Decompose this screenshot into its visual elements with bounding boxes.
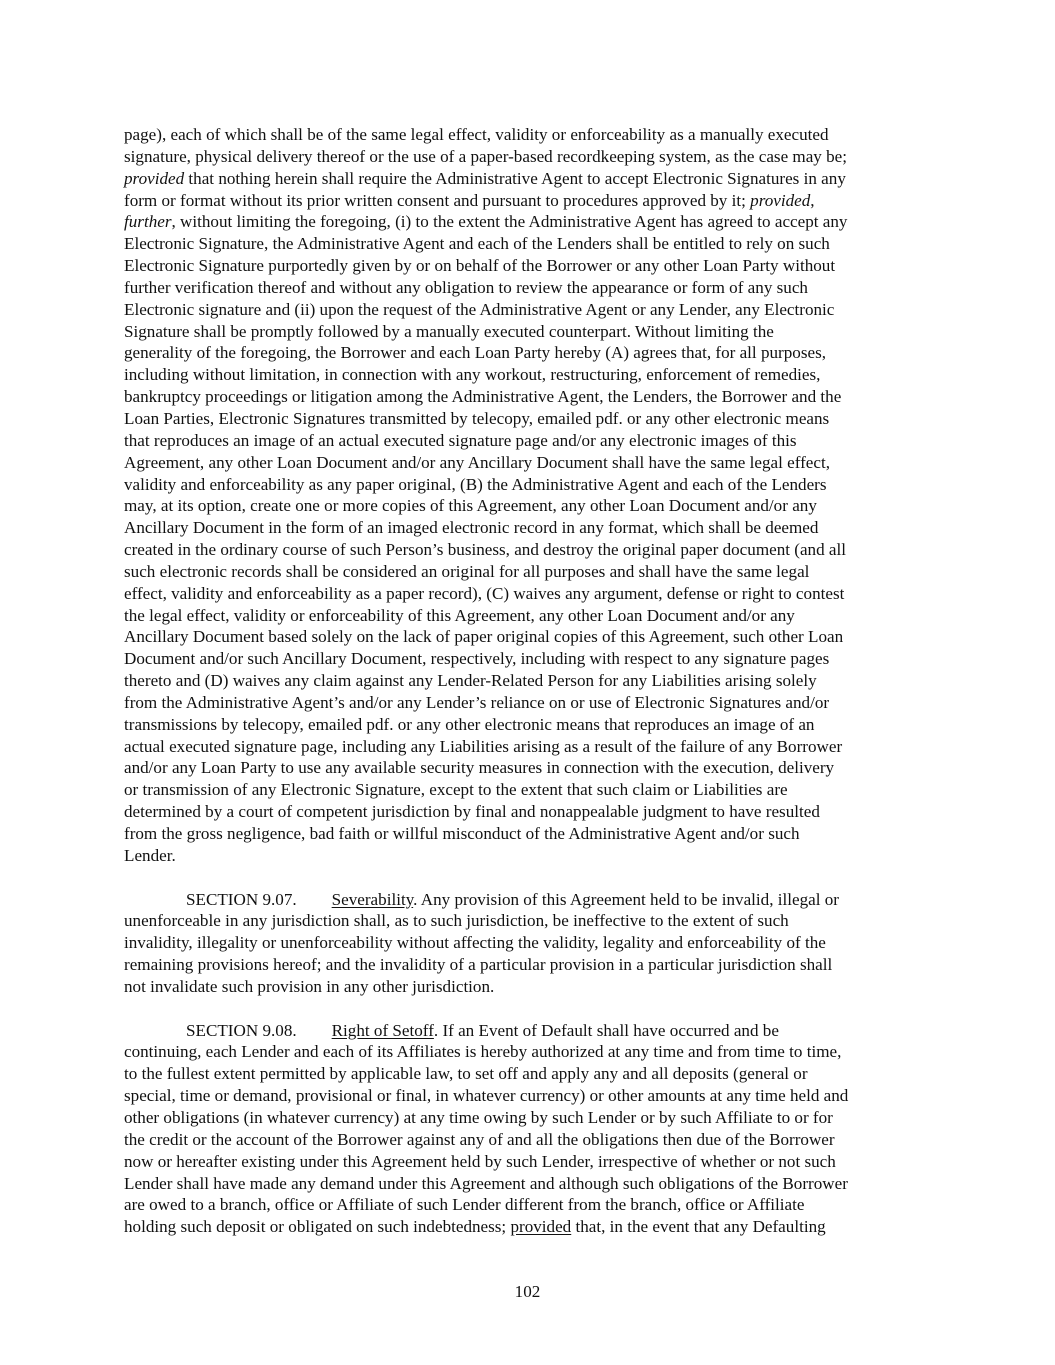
text-line: Electronic Signature purportedly given by or on behalf of the Borrower or any other Loan Party without	[124, 256, 836, 276]
text-line: further, without limiting the foregoing, (i) to the extent the Administrative Agent has agreed to accept any	[124, 212, 848, 232]
text-line: Lender shall have made any demand under this Agreement and although such obligations of the Borrower	[124, 1173, 848, 1193]
text-line: to the fullest extent permitted by applicable law, to set off and apply any and all deposits (general or	[124, 1064, 808, 1084]
text-line: Agreement, any other Loan Document and/or any Ancillary Document shall have the same legal effect,	[124, 452, 830, 472]
text-line: Lender.	[124, 845, 176, 865]
text-line: thereto and (D) waives any claim against any Lender-Related Person for any Liabilities arising solely	[124, 671, 817, 691]
text-line: holding such deposit or obligated on such indebtedness;	[124, 1217, 511, 1237]
text-line: not invalidate such provision in any other jurisdiction.	[124, 976, 495, 996]
paragraph-electronic-signatures	[124, 124, 934, 867]
italic-term: further	[124, 212, 172, 232]
text-line: remaining provisions hereof; and the invalidity of a particular provision in a particular jurisdiction shall	[124, 955, 833, 975]
text-line: such electronic records shall be considered an original for all purposes and shall have the same legal	[124, 561, 810, 581]
text-line: page), each of which shall be of the same legal effect, validity or enforceability as a manually executed	[124, 125, 829, 144]
page-number: 102	[514, 1282, 541, 1301]
text-line: Electronic signature and (ii) upon the request of the Administrative Agent or any Lender, any Electronic	[124, 299, 835, 319]
text-line: continuing, each Lender and each of its Affiliates is hereby authorized at any time and from time to time,	[124, 1042, 842, 1062]
section-9-08	[124, 1020, 934, 1238]
text-line: the legal effect, validity or enforceability of this Agreement, any other Loan Document and/or any	[124, 605, 795, 625]
text-line: provided that nothing herein shall require the Administrative Agent to accept Electronic Signatures in any	[124, 168, 846, 188]
section-heading: Severability	[331, 889, 414, 909]
provided-term: provided	[510, 1217, 572, 1237]
text-line: other obligations (in whatever currency) at any time owing by such Lender or by such Affiliate to or for	[124, 1107, 833, 1127]
text-line: actual executed signature page, including any Liabilities arising as a result of the failure of any Borrower	[124, 736, 843, 756]
text-line: including without limitation, in connection with any workout, restructuring, enforcement of remedies,	[124, 365, 821, 385]
text-line: further verification thereof and without any obligation to review the appearance or form of any such	[124, 277, 808, 297]
text-line: or transmission of any Electronic Signature, except to the extent that such claim or Liabilities are	[124, 780, 788, 800]
text-line: that, in the event that any Defaulting	[571, 1217, 826, 1237]
text-line: validity and enforceability as any paper original, (B) the Administrative Agent and each of the Lenders	[124, 474, 827, 494]
text-line: may, at its option, create one or more copies of this Agreement, any other Loan Document and/or any	[124, 496, 817, 516]
italic-term: provided	[750, 190, 811, 210]
text-line: are owed to a branch, office or Affiliate of such Lender different from the branch, office or Affiliate	[124, 1195, 805, 1215]
text-line: from the gross negligence, bad faith or willful misconduct of the Administrative Agent and/or such	[124, 824, 800, 843]
text-line: effect, validity and enforceability as a paper record), (C) waives any argument, defense or right to contest	[124, 583, 845, 603]
text-line: . If an Event of Default shall have occurred and be	[433, 1020, 779, 1040]
text-line: bankruptcy proceedings or litigation among the Administrative Agent, the Lenders, the Borrower and the	[124, 387, 842, 407]
text-line: . Any provision of this Agreement held to be invalid, illegal or	[413, 889, 839, 909]
text-line: unenforceable in any jurisdiction shall, as to such jurisdiction, be ineffective to the extent of such	[124, 911, 789, 931]
text-line: generality of the foregoing, the Borrower and each Loan Party hereby (A) agrees that, for all purposes,	[124, 343, 827, 363]
document-body	[124, 124, 934, 1238]
text-line: Signature shall be promptly followed by a manually executed counterpart. Without limiting the	[124, 321, 774, 341]
text-line: signature, physical delivery thereof or the use of a paper-based recordkeeping system, as the case may be;	[124, 146, 848, 166]
text-line: special, time or demand, provisional or final, in whatever currency) or other amounts at any time held and	[124, 1086, 849, 1106]
text-line: created in the ordinary course of such Person’s business, and destroy the original paper document (and all	[124, 540, 847, 560]
text-line: form or format without its prior written consent and pursuant to procedures approved by it; provided,	[124, 190, 815, 210]
section-number: SECTION 9.07.	[186, 889, 297, 909]
text-line: transmissions by telecopy, emailed pdf. or any other electronic means that reproduces an image of an	[124, 714, 815, 734]
text-line: invalidity, illegality or unenforceability without affecting the validity, legality and enforceability of the	[124, 933, 826, 953]
text-line: Document and/or such Ancillary Document, respectively, including with respect to any signature pages	[124, 649, 830, 669]
text-line: Ancillary Document in the form of an imaged electronic record in any format, which shall be deemed	[124, 518, 819, 538]
text-line: determined by a court of competent jurisdiction by final and nonappealable judgment to have resulted	[124, 802, 820, 822]
section-9-07	[124, 889, 934, 998]
section-heading: Right of Setoff	[331, 1020, 434, 1040]
text-line: Loan Parties, Electronic Signatures transmitted by telecopy, emailed pdf. or any other electronic means	[124, 408, 830, 428]
text-line: that reproduces an image of an actual executed signature page and/or any electronic images of this	[124, 430, 797, 450]
text-line: now or hereafter existing under this Agreement held by such Lender, irrespective of whether or not such	[124, 1151, 836, 1171]
text-line: from the Administrative Agent’s and/or any Lender’s reliance on or use of Electronic Signatures and/or	[124, 692, 830, 712]
italic-term: provided	[124, 168, 185, 188]
text-line: Ancillary Document based solely on the lack of paper original copies of this Agreement, such other Loan	[124, 627, 844, 647]
section-number: SECTION 9.08.	[186, 1020, 297, 1040]
text-line: Electronic Signature, the Administrative Agent and each of the Lenders shall be entitled to rely on such	[124, 234, 830, 254]
text-line: the credit or the account of the Borrower against any of and all the obligations then due of the Borrower	[124, 1129, 835, 1149]
text-line: and/or any Loan Party to use any available security measures in connection with the execution, delivery	[124, 758, 835, 778]
